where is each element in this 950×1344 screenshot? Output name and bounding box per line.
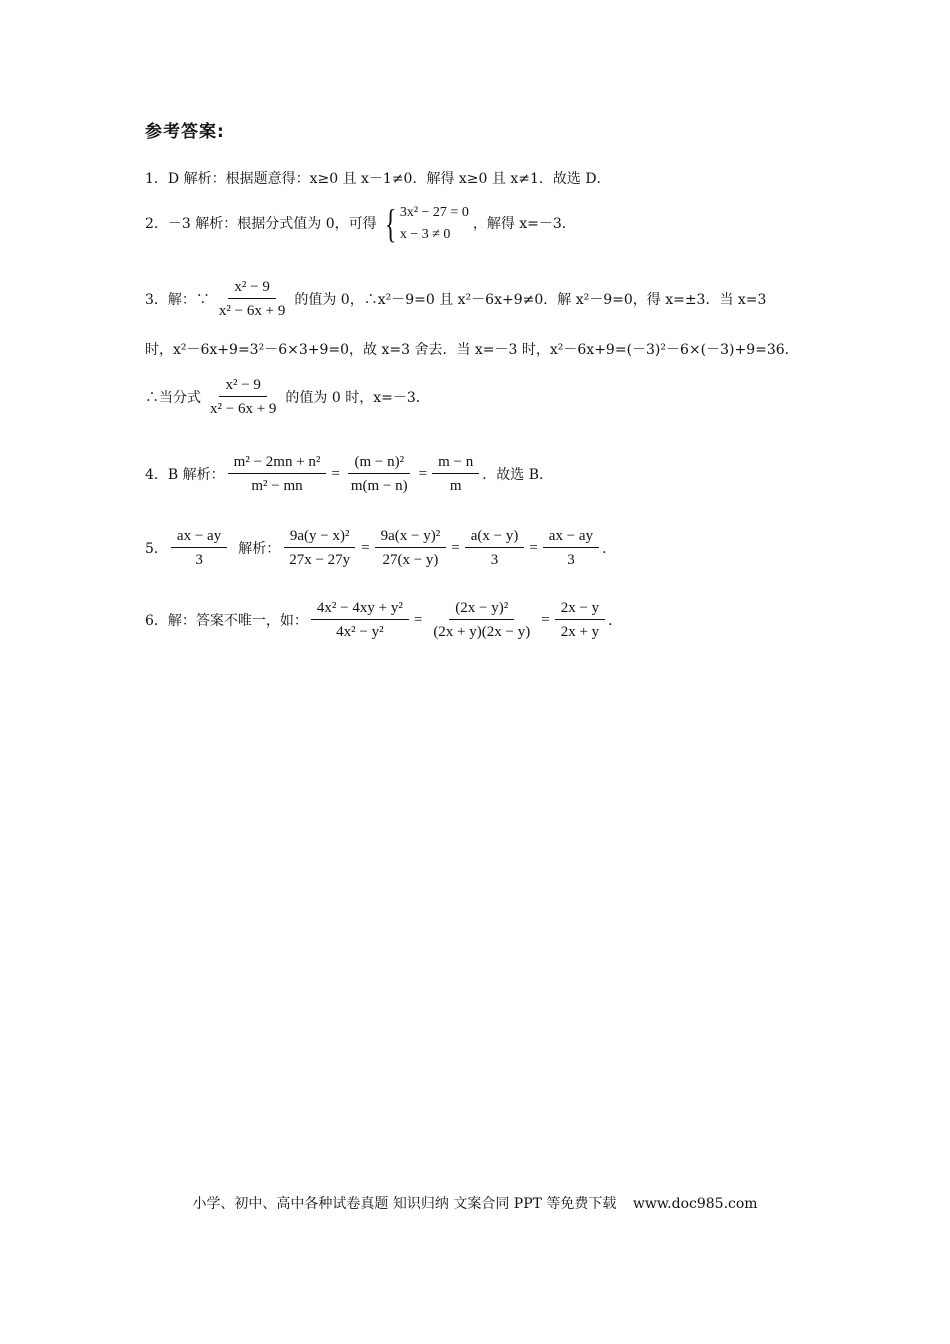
fraction	[213, 280, 291, 319]
fraction	[432, 455, 479, 494]
answer-5	[145, 529, 616, 568]
fraction-numerator: 2x − y	[555, 601, 605, 620]
answer-5-suffix: ．	[602, 540, 617, 557]
fraction-denominator: 3	[195, 552, 203, 568]
answer-4	[145, 455, 553, 494]
fraction	[345, 455, 414, 494]
fraction	[465, 529, 525, 568]
fraction-denominator: m² − mn	[251, 478, 303, 494]
fraction-denominator: 2x + y	[560, 624, 600, 640]
equals-sign: =	[529, 540, 538, 556]
answer-3-line-3-suffix: 的值为 0 时，x=－3．	[285, 389, 430, 406]
fraction-numerator: m − n	[432, 455, 479, 474]
fraction-numerator: (m − n)²	[348, 455, 410, 474]
fraction-denominator: 3	[567, 552, 575, 568]
fraction-denominator: 3	[490, 552, 499, 568]
fraction-numerator: 4x² − 4xy + y²	[311, 601, 409, 620]
fraction-numerator: 9a(y − x)²	[284, 529, 356, 548]
answer-6	[145, 601, 622, 640]
fraction-numerator: x² − 9	[228, 280, 275, 299]
page-footer	[0, 1193, 950, 1213]
brace-symbol: {	[384, 201, 396, 246]
footer-text: 小学、初中、高中各种试卷真题 知识归纳 文案合同 PPT 等免费下载	[192, 1196, 617, 1212]
fraction	[228, 455, 327, 494]
answer-4-suffix: ．故选 B．	[482, 466, 554, 483]
equals-sign: =	[541, 612, 550, 628]
fraction	[311, 601, 409, 640]
equals-sign: =	[451, 540, 460, 556]
fraction-numerator: m² − 2mn + n²	[228, 455, 327, 474]
fraction-denominator: x² − 6x + 9	[210, 401, 277, 417]
fraction	[555, 601, 605, 640]
system-row-1: 3x² − 27 = 0	[399, 205, 469, 220]
answer-5-prefix: 5．	[145, 540, 168, 557]
fraction-denominator: 4x² − y²	[336, 624, 384, 640]
fraction-denominator: (2x + y)(2x − y)	[433, 624, 531, 640]
answer-3-line-3-prefix: ∴当分式	[145, 389, 201, 406]
answer-3-line-3	[145, 378, 430, 417]
fraction-numerator: ax − ay	[543, 529, 599, 548]
answer-3-line-2-text: 时，x²－6x+9=3²－6×3+9=0，故 x=3 舍去．当 x=－3 时，x²－6x+9=(－3)²－6×(－3)+9=36．	[145, 342, 799, 358]
fraction	[375, 529, 447, 568]
page-heading: 参考答案:	[145, 122, 225, 142]
fraction-numerator: 9a(x − y)²	[375, 529, 447, 548]
equation-system	[381, 201, 469, 246]
fraction-denominator: m	[449, 478, 462, 494]
answer-4-prefix: 4．B 解析：	[145, 466, 225, 483]
answer-3-prefix: 3．解：∵	[145, 291, 210, 308]
fraction	[427, 601, 536, 640]
fraction-numerator: a(x − y)	[465, 529, 525, 548]
answer-6-prefix: 6．解：答案不唯一，如：	[145, 612, 308, 629]
answer-2	[145, 201, 576, 246]
equals-sign: =	[413, 612, 423, 628]
answer-3-line-1	[145, 280, 766, 319]
fraction	[283, 529, 356, 568]
answer-5-label: 解析：	[238, 540, 281, 557]
system-row-2: x − 3 ≠ 0	[399, 227, 451, 242]
answer-1-text: 1．D 解析：根据题意得：x≥0 且 x－1≠0．解得 x≥0 且 x≠1．故选 D．	[145, 171, 611, 187]
footer-link[interactable]: www.doc985.com	[632, 1196, 758, 1212]
answer-3-mid: 的值为 0，∴x²－9=0 且 x²－6x+9≠0．解 x²－9=0，得 x=±3．当 x=3	[294, 291, 767, 308]
fraction-denominator: 27x − 27y	[289, 552, 351, 568]
answer-6-suffix: ．	[608, 612, 623, 629]
fraction	[204, 378, 282, 417]
fraction-denominator: x² − 6x + 9	[218, 303, 286, 319]
answer-3-line-2	[145, 343, 799, 357]
fraction-denominator: 27(x − y)	[382, 552, 439, 568]
fraction-numerator: x² − 9	[219, 378, 266, 397]
answer-2-prefix: 2．－3 解析：根据分式值为 0，可得	[145, 216, 377, 232]
fraction-numerator: (2x − y)²	[449, 601, 514, 620]
equals-sign: =	[361, 540, 370, 556]
fraction-denominator: m(m − n)	[350, 478, 408, 494]
equals-sign: =	[418, 466, 428, 482]
answer-1	[145, 172, 611, 186]
answer-2-suffix: ，解得 x=－3．	[472, 216, 576, 232]
fraction	[171, 529, 227, 568]
equals-sign: =	[331, 466, 340, 482]
fraction	[543, 529, 599, 568]
fraction-numerator: ax − ay	[171, 529, 227, 548]
